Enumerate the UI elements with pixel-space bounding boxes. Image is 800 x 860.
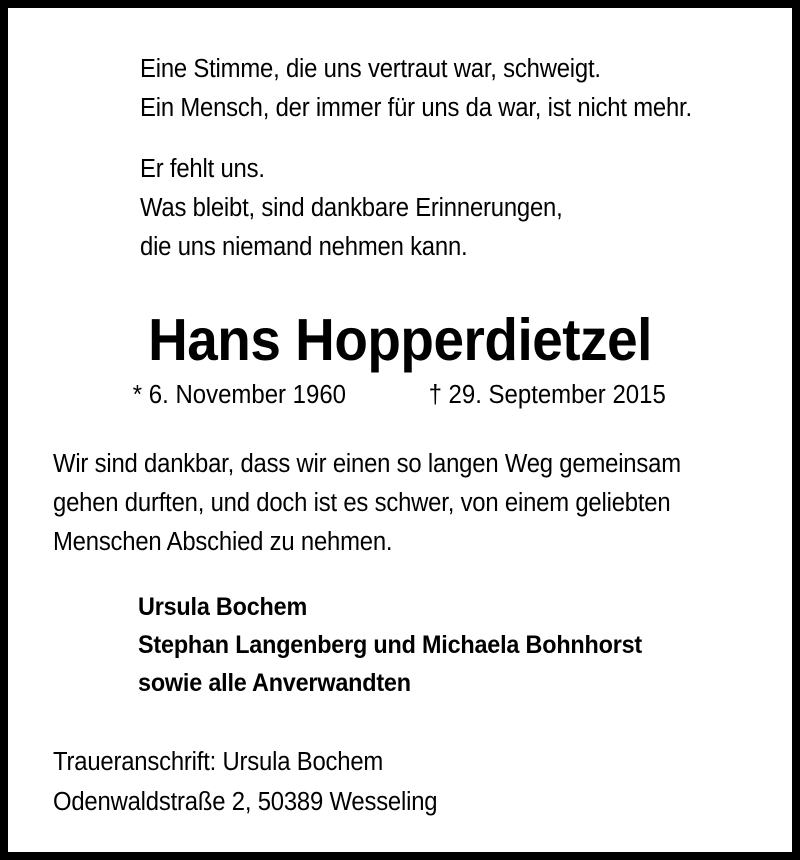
verse-line-2: Ein Mensch, der immer für uns da war, ist nicht mehr. bbox=[140, 94, 692, 122]
gratitude-line-2: gehen durften, und doch ist es schwer, von einem geliebten bbox=[53, 489, 671, 517]
gratitude-line-3: Menschen Abschied zu nehmen. bbox=[53, 528, 393, 556]
address-line-1: Traueranschrift: Ursula Bochem bbox=[53, 748, 384, 776]
mourner-line-3: sowie alle Anverwandten bbox=[138, 669, 411, 697]
verse-line-5: die uns niemand nehmen kann. bbox=[140, 233, 468, 261]
address-line-2: Odenwaldstraße 2, 50389 Wesseling bbox=[53, 788, 438, 816]
birth-date: * 6. November 1960 bbox=[133, 381, 347, 409]
verse-block bbox=[140, 50, 760, 267]
dates-row bbox=[8, 379, 792, 411]
deceased-name: Hans Hopperdietzel bbox=[148, 307, 652, 373]
condolence-address-block bbox=[53, 742, 759, 822]
verse-line-1: Eine Stimme, die uns vertraut war, schweigt. bbox=[140, 55, 601, 83]
gratitude-line-1: Wir sind dankbar, dass wir einen so langen Weg gemeinsam bbox=[53, 450, 681, 478]
verse-paragraph-gap bbox=[140, 128, 760, 150]
gratitude-block bbox=[53, 445, 759, 562]
mourners-block bbox=[138, 588, 778, 702]
verse-line-4: Was bleibt, sind dankbare Erinnerungen, bbox=[140, 194, 563, 222]
mourner-line-2: Stephan Langenberg und Michaela Bohnhorst bbox=[138, 631, 643, 659]
death-date: † 29. September 2015 bbox=[428, 381, 667, 409]
mourner-line-1: Ursula Bochem bbox=[138, 593, 308, 621]
verse-line-3: Er fehlt uns. bbox=[140, 155, 265, 183]
notice-card bbox=[8, 8, 792, 852]
